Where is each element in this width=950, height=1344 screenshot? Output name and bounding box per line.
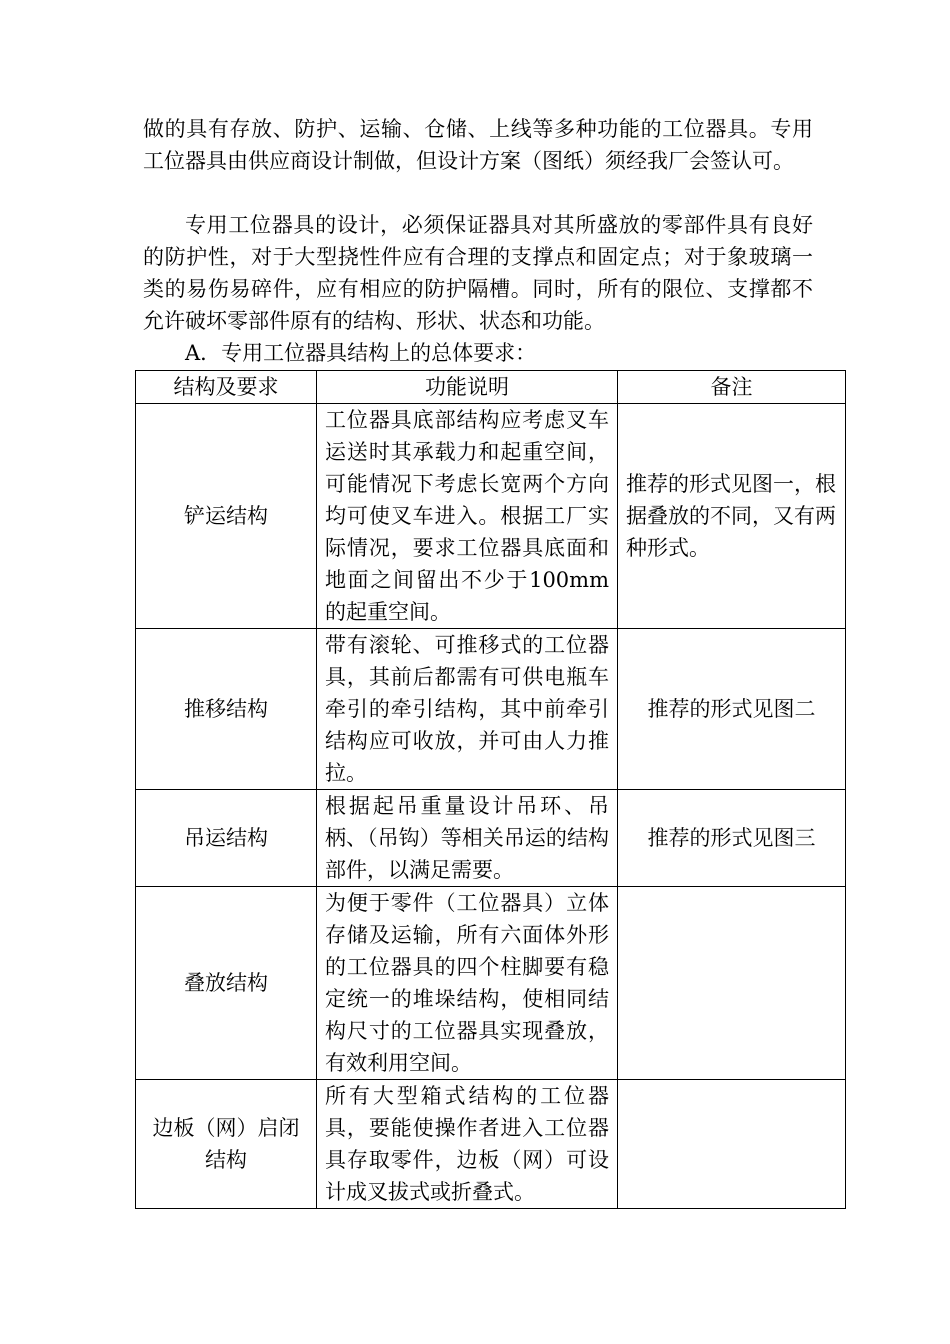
table-row <box>136 887 846 1080</box>
table-header-row <box>136 371 846 404</box>
structure-cell: 吊运结构 <box>136 790 317 887</box>
note-cell: 推荐的形式见图二 <box>618 629 846 790</box>
function-cell: 为便于零件（工位器具）立体存储及运输，所有六面体外形的工位器具的四个柱脚要有稳定统一的堆垛结构，使相同结构尺寸的工位器具实现叠放，有效利用空间。 <box>317 887 618 1080</box>
column-header-function: 功能说明 <box>317 371 618 404</box>
table-row <box>136 404 846 629</box>
note-cell: 推荐的形式见图三 <box>618 790 846 887</box>
note-cell <box>618 1080 846 1209</box>
function-cell: 带有滚轮、可推移式的工位器具，其前后都需有可供电瓶车牵引的牵引结构，其中前牵引结构应可收放，并可由人力推拉。 <box>317 629 618 790</box>
requirements-table <box>135 370 846 1209</box>
note-cell: 推荐的形式见图一，根据叠放的不同，又有两种形式。 <box>618 404 846 629</box>
table-row <box>136 1080 846 1209</box>
section-heading: A．专用工位器具结构上的总体要求： <box>185 341 537 365</box>
structure-cell: 叠放结构 <box>136 887 317 1080</box>
column-header-structure: 结构及要求 <box>136 371 317 404</box>
structure-cell: 铲运结构 <box>136 404 317 629</box>
function-cell: 根据起吊重量设计吊环、吊柄、（吊钩）等相关吊运的结构部件，以满足需要。 <box>317 790 618 887</box>
note-cell <box>618 887 846 1080</box>
paragraph-intro: 做的具有存放、防护、运输、仓储、上线等多种功能的工位器具。专用工位器具由供应商设计制做，但设计方案（图纸）须经我厂会签认可。 <box>143 117 813 173</box>
structure-cell: 推移结构 <box>136 629 317 790</box>
function-cell: 工位器具底部结构应考虑叉车运送时其承载力和起重空间，可能情况下考虑长宽两个方向均可使叉车进入。根据工厂实际情况，要求工位器具底面和地面之间留出不少于100mm的起重空间。 <box>317 404 618 629</box>
column-header-note: 备注 <box>618 371 846 404</box>
table-row <box>136 790 846 887</box>
structure-cell: 边板（网）启闭结构 <box>136 1080 317 1209</box>
function-cell: 所有大型箱式结构的工位器具，要能使操作者进入工位器具存取零件，边板（网）可设计成叉拔式或折叠式。 <box>317 1080 618 1209</box>
paragraph-design: 专用工位器具的设计，必须保证器具对其所盛放的零部件具有良好的防护性，对于大型挠性件应有合理的支撑点和固定点；对于象玻璃一类的易伤易碎件，应有相应的防护隔槽。同时，所有的限位、支撑都不允许破坏零部件原有的结构、形状、状态和功能。 <box>143 213 813 333</box>
table-row <box>136 629 846 790</box>
